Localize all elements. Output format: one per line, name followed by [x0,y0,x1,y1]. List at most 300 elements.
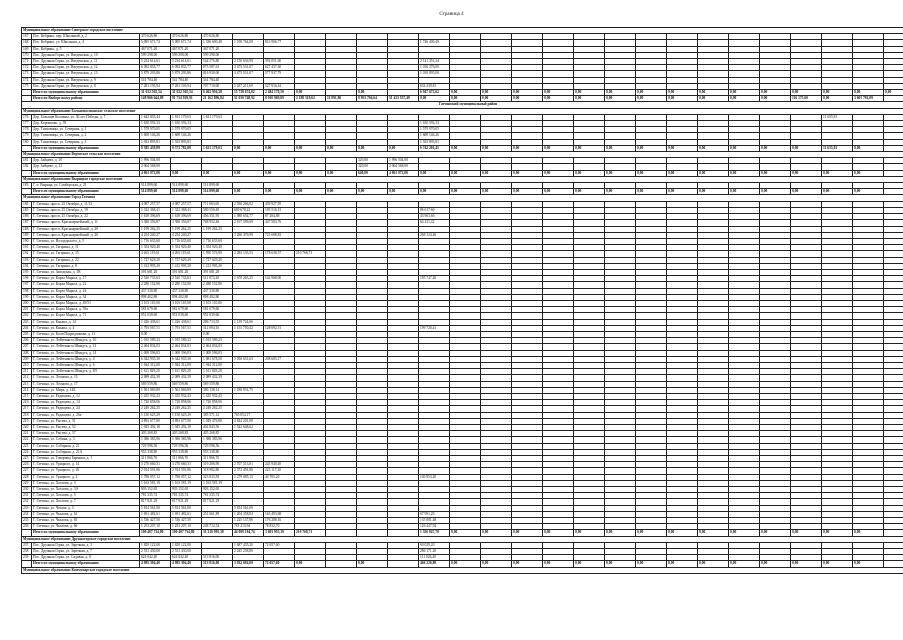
value-cell: 251 661,89 [202,511,233,517]
value-cell: 768 952,46 [202,220,233,226]
value-cell: 4 893 677,80 [171,418,202,424]
value-cell: 4 985 394,40 [171,561,202,567]
row-number: 214 [22,387,32,393]
address-cell: Г. Гатчина, ул. Соборная, д. 21А [32,449,140,455]
address-cell: Пос. Дружная Горка, ул. Введенская, д. 9 [32,77,140,83]
value-cell: 437 330,80 [140,288,171,294]
value-cell: 898 402,80 [171,294,202,300]
value-cell: 0,00 [729,561,760,567]
value-cell: 437 330,80 [202,288,233,294]
value-cell: 0,00 [574,90,605,96]
value-cell: 1 561 069,89 [140,387,171,393]
row-number: 191 [22,245,32,251]
value-cell: 0,00 [667,530,698,536]
value-cell: 3 260 476,99 [233,232,264,238]
value-cell: 0,00 [543,170,574,176]
value-cell: 6 947 672,62 [419,90,450,96]
row-number: 204 [22,325,32,331]
value-cell: 1 793 567,51 [171,325,202,331]
value-cell: 391 681,20 [171,269,202,275]
value-cell: 3 932 694,00 [233,561,264,567]
value-cell: 1 153 750,42 [233,325,264,331]
value-cell: 581 679,60 [140,307,171,313]
value-cell: 0,00 [574,530,605,536]
value-cell: 100 407 734,80 [140,530,171,536]
total-label: Итого по муниципальному образованию [32,189,140,195]
value-cell: 312 094,16 [202,325,233,331]
row-number: 199 [22,294,32,300]
value-cell: 0,00 [822,90,853,96]
value-cell: 1 608 146,26 [171,133,202,139]
value-cell: 0,00 [760,530,791,536]
value-cell: 813 906,77 [264,40,295,46]
value-cell: 0,00 [295,90,326,96]
value-cell: 2 150 636,99 [233,59,264,65]
value-cell: 2 089 432,39 [202,375,233,381]
total-label: Итого по муниципальному образованию [32,145,140,151]
value-cell: 128 092,51 [264,325,295,331]
address-cell: Г. Гатчина, ул. Собина, д. 3 [32,437,140,443]
row-number: 167 [22,34,32,40]
value-cell: 527 816,44 [264,83,295,89]
address-cell: Г. Гатчина, просп. 25 Октября, д. 11/13 [32,201,140,207]
value-cell: 1 163 581,19 [171,480,202,486]
value-cell: 0,00 [481,530,512,536]
value-cell: 0,00 [481,90,512,96]
value-cell: 0,00 [512,145,543,151]
value-cell: 1 829 122,00 [140,542,171,548]
value-cell: 0,00 [605,90,636,96]
value-cell: 1 720 858,06 [140,400,171,406]
value-cell: 466 226,80 [419,561,450,567]
value-cell: 599 298,00 [171,52,202,58]
row-number: 175 [22,83,32,89]
value-cell: 1 579 970,05 [171,127,202,133]
value-cell: 0,00 [233,170,264,176]
value-cell: 513 816,00 [202,555,233,561]
value-cell: 0,00 [543,90,574,96]
value-cell: 1 618 396,69 [171,214,202,220]
value-cell: 1 542 648,62 [233,425,264,431]
value-cell: 6 092 835,77 [171,65,202,71]
row-number: 223 [22,443,32,449]
value-cell: 6 462 956,38 [202,90,233,96]
value-cell: 2 464 834,03 [202,344,233,350]
value-cell: 0,00 [636,145,667,151]
value-cell: 1 561 069,89 [171,387,202,393]
value-cell: 1 435 932,43 [140,393,171,399]
row-number: 186 [22,214,32,220]
value-cell: 6 342 935,30 [140,356,171,362]
value-cell: 199 720,41 [419,325,450,331]
value-cell: 1 788 057,12 [171,474,202,480]
row-number: 235 [22,518,32,524]
value-cell: 1 829 122,00 [171,542,202,548]
value-cell: 86 617,60 [419,207,450,213]
value-cell: 0,00 [698,170,729,176]
value-cell: 711 063,60 [202,201,233,207]
value-cell: 513 816,00 [202,561,233,567]
value-cell: 541 784,40 [171,77,202,83]
value-cell: 2 280 152,80 [202,282,233,288]
value-cell: 729 596,56 [202,443,233,449]
value-cell: 148 966 644,09 [140,96,171,102]
value-cell: 5 437 211,69 [233,83,264,89]
row-number: 238 [22,549,32,555]
value-cell: 1 386 383,96 [171,437,202,443]
value-cell: 0,00 [791,145,822,151]
value-cell: 116 175,60 [791,96,822,102]
value-cell: 456 351,95 [202,214,233,220]
value-cell: 51 030 748,92 [233,96,264,102]
value-cell: 6 742 202,45 [419,145,450,151]
value-cell: 311 866,70 [202,456,233,462]
value-cell: 2 520 733,63 [140,276,171,282]
address-cell: Дер. Тихковицы, ул. Северная, д. 2 [32,133,140,139]
value-cell: 405 268,85 [171,431,202,437]
total-label: Итого по Выборгскому району [32,96,140,102]
value-cell: 569 559,86 [202,381,233,387]
value-cell: 91 734 929,91 [171,96,202,102]
value-cell: 0,00 [450,530,481,536]
address-cell: Г. Гатчина, ул. Рысева, д. 57 [32,431,140,437]
value-cell: 0,00 [698,96,729,102]
value-cell: 0,00 [760,561,791,567]
value-cell: 0,00 [295,189,326,195]
value-cell: 1 536 427,50 [171,518,202,524]
value-cell: 1 611 829,20 [202,369,233,375]
row-number: 198 [22,288,32,294]
value-cell: 0,00 [822,530,853,536]
value-cell: 111 026,40 [419,555,450,561]
value-cell: 1 435 932,43 [202,393,233,399]
value-cell: 210 768,71 [295,530,326,536]
address-cell: Пос. Дружная Горка, ул. Введенская, д. 11 [32,59,140,65]
value-cell: 581 679,60 [202,307,233,313]
value-cell: 6 342 935,30 [171,356,202,362]
row-number: 195 [22,269,32,275]
value-cell: 163 493,68 [264,511,295,517]
value-cell: 1 198 764,00 [233,40,264,46]
value-cell: 1 611 829,20 [171,369,202,375]
value-cell: 0,00 [605,145,636,151]
value-cell: 439 927,95 [264,201,295,207]
value-cell: 311 866,70 [140,456,171,462]
address-cell: Г. Гатчина, ул. Хохлова, д. 3 [32,480,140,486]
value-cell: 0,00 [729,96,760,102]
value-cell: 1 536 427,50 [140,518,171,524]
table-body [22,28,903,574]
row-number: 197 [22,282,32,288]
value-cell: 875 587,61 [202,65,233,71]
value-cell: 1 049 476,80 [202,418,233,424]
value-cell: 1 996 504,00 [388,158,419,164]
address-cell: Г. Гатчина, ул. Мира, д. 14Б [32,387,140,393]
value-cell: 72 657,60 [264,561,295,567]
value-cell: 2 064 568,00 [140,164,171,170]
address-cell: Г. Гатчина, ул. Лейтенанта Шмидта, д. 12 [32,344,140,350]
value-cell: 1 944 312,00 [140,362,171,368]
address-cell: Г. Гатчина, просп. 25 Октября, д. 19 [32,207,140,213]
value-cell: 0,00 [636,170,667,176]
value-cell: 72 657,60 [264,542,295,548]
value-cell: 1 139 724,06 [233,319,264,325]
value-cell: 640,00 [357,170,388,176]
address-cell: Г. Гатчина, ул. Лейтенанта Шмидта, д. 4 [32,356,140,362]
address-cell: Дер. Корпиково, д. 39 [32,121,140,127]
row-number: 192 [22,251,32,257]
value-cell: 1 008 596,83 [171,350,202,356]
value-cell: 0,00 [512,96,543,102]
value-cell: 898 402,80 [140,294,171,300]
value-cell: 1 354 920,40 [171,245,202,251]
section-title: Муниципальное образование Коммунарское городское поселение [22,567,903,573]
row-number: 184 [22,201,32,207]
row-number: 237 [22,542,32,548]
value-cell: 0,00 [667,145,698,151]
section-title: Муниципальное образование Вырицкое городское поселение [22,176,903,182]
value-cell: 0,00 [450,145,481,151]
value-cell: 0,00 [419,189,450,195]
value-cell: 1 923 895,81 [140,139,171,145]
value-cell: 2 245 258,80 [233,549,264,555]
value-cell: 5 050 651,63 [233,356,264,362]
value-cell: 2 280 152,80 [140,282,171,288]
value-cell: 1 579 970,05 [140,127,171,133]
address-cell: Пос. Дружная Горка, ул. Садовая, д. 8 [32,555,140,561]
value-cell: 0,00 [791,561,822,567]
row-number: 172 [22,65,32,71]
row-number: 217 [22,406,32,412]
value-cell: 1 412 995,20 [202,263,233,269]
value-cell: 8 010 969,89 [264,96,295,102]
value-cell: 1 386 383,96 [202,437,233,443]
value-cell: 0,00 [667,189,698,195]
value-cell: 3 270 660,31 [171,462,202,468]
value-cell: 0,00 [295,170,326,176]
value-cell: 0,00 [853,189,884,195]
value-cell: 0,00 [202,170,233,176]
value-cell: 286 713,55 [202,319,233,325]
row-number: 183 [22,183,32,189]
address-cell: Г. Гатчина, просп. Красноармейский, д. 20 [32,226,140,232]
row-number: 196 [22,276,32,282]
value-cell: 0,00 [543,530,574,536]
value-cell: 0,00 [512,561,543,567]
address-cell: Г. п. Вырица, ул. Сомборская, д. 21 [32,183,140,189]
value-cell: 0,00 [171,170,202,176]
value-cell: 11 655,81 [822,114,853,120]
value-cell: 541 784,40 [140,77,171,83]
row-number: 187 [22,220,32,226]
value-cell: 195 747,20 [419,276,450,282]
value-cell: 1 354 920,40 [202,245,233,251]
value-cell: 31 632 565,54 [140,90,171,96]
value-cell: 0,00 [605,561,636,567]
row-number: 180 [22,139,32,145]
value-cell: 2 141 351,24 [419,59,450,65]
value-cell: 0,00 [357,189,388,195]
value-cell: 1 322 368,41 [171,207,202,213]
value-cell: 1 016 376,00 [419,65,450,71]
value-cell: 4 893 677,80 [140,418,171,424]
value-cell: 320,00 [357,164,388,170]
address-cell: Г. Гатчина, ул. Радищева, д. 12 [32,393,140,399]
value-cell: 1 720 858,06 [171,400,202,406]
row-number: 207 [22,344,32,350]
address-cell: Г. Гатчина, ул. Леонова, д. 17 [32,381,140,387]
value-cell: 1 630 592,33 [140,121,171,127]
value-cell: 6 092 835,77 [140,65,171,71]
value-cell: 0,00 [233,189,264,195]
value-cell: 951 039,60 [202,313,233,319]
value-cell: 135 081,48 [419,518,450,524]
value-cell: 0,00 [264,145,295,151]
value-cell: 581 679,60 [171,307,202,313]
value-cell: 3 475 531,07 [233,71,264,77]
value-cell: 176 208,16 [264,518,295,524]
address-cell: Г. Гатчина, ул. Радищева, д. 24 [32,406,140,412]
value-cell: 51 433 557,49 [388,96,419,102]
value-cell: 2 531 430,00 [171,549,202,555]
value-cell: 9 953 794,64 [357,96,388,102]
value-cell: 1 435 932,43 [171,393,202,399]
value-cell: 816 930,00 [202,71,233,77]
value-cell: 385 571,12 [202,412,233,418]
address-cell: Г. Гатчина, ул. Соборная, д. 21 [32,443,140,449]
value-cell: 100 407 734,80 [171,530,202,536]
value-cell: 0,00 [605,96,636,102]
value-cell: 11 655,81 [822,145,853,151]
address-cell: Г. Гатчина, ул. Карла Маркса, д. 34 [32,294,140,300]
value-cell: 0,00 [419,96,450,102]
value-cell: 243 940,40 [264,462,295,468]
address-cell: Г. Гатчина, ул. Заводская, д. 1В [32,269,140,275]
address-cell: Г. Гатчина, ул. Кныша, д. 4 [32,325,140,331]
value-cell: 2 089 432,39 [140,375,171,381]
value-cell: 1 253 207,10 [140,524,171,530]
address-cell: Пос. Кобрино, д. 5 [32,46,140,52]
row-number: 229 [22,480,32,486]
value-cell: 0,00 [760,145,791,151]
address-cell: Г. Гатчина, ул. Кныша, д. 14 [32,319,140,325]
address-cell: Г. Гатчина, ул. Карла Маркса, д. 49/51 [32,300,140,306]
value-cell: 0,00 [698,561,729,567]
address-cell: Г. Гатчина, ул. Рысева, д. 52 [32,425,140,431]
value-cell: 0,00 [853,561,884,567]
address-cell: Г. Гатчина, ул. Чкалова, д. 65 [32,518,140,524]
value-cell: 514 899,60 [171,183,202,189]
section-title: Муниципальное образование Дружногорское городское поселение [22,536,903,542]
address-cell: Г. Гатчина, ул. Чкалова, д. 61 [32,511,140,517]
value-cell: 1 670 263,25 [233,276,264,282]
value-cell: 0,00 [698,530,729,536]
value-cell: 1 015 589,23 [171,338,202,344]
value-cell: 1 788 057,12 [140,474,171,480]
value-cell: 898 402,80 [202,294,233,300]
value-cell: 1 611 829,20 [140,369,171,375]
row-number: 193 [22,257,32,263]
value-cell: 1 225 137,86 [233,518,264,524]
value-cell: 43 963,66 [419,214,450,220]
value-cell: 1 080 654,77 [233,214,264,220]
row-number: 224 [22,449,32,455]
row-number: 206 [22,338,32,344]
value-cell: 669 678,22 [233,207,264,213]
value-cell: 1 008 596,83 [202,350,233,356]
value-cell: 5 879 293,86 [140,71,171,77]
value-cell: 1 631 179,63 [202,145,233,151]
value-cell: 126 447,94 [419,524,450,530]
address-cell: Г. Гатчина, просп. 25 Октября, д. 22 [32,214,140,220]
value-cell: 1 279 085,13 [233,474,264,480]
value-cell: 1 010 895,00 [419,71,450,77]
row-number: 218 [22,412,32,418]
value-cell: 0,00 [605,170,636,176]
address-cell: Г. Гатчина, ул. Хохлова, д. 3А [32,487,140,493]
value-cell: 781 335,74 [171,493,202,499]
value-cell: 2 464 834,03 [140,344,171,350]
address-cell: Пос. Кобрино, ул. Школьная, д. 4 [32,40,140,46]
value-cell: 0,00 [791,530,822,536]
value-cell: 627 437,30 [264,65,295,71]
value-cell: 0,00 [388,145,419,151]
value-cell: 0,00 [729,530,760,536]
value-cell: 4 985 394,40 [140,561,171,567]
value-cell: 0,00 [326,189,357,195]
row-number: 182 [22,164,32,170]
value-cell: 64 231,42 [419,220,450,226]
value-cell: 1 199 262,25 [171,226,202,232]
value-cell: 0,00 [791,170,822,176]
row-number: 230 [22,487,32,493]
value-cell: 0,00 [295,145,326,151]
value-cell: 1 691 482,61 [140,511,171,517]
value-cell: 8 373 782,08 [171,145,202,151]
row-number: 212 [22,375,32,381]
value-cell: 8 385 439,89 [140,145,171,151]
value-cell: 0,00 [760,96,791,102]
row-number: 228 [22,474,32,480]
value-cell: 268 124,46 [419,232,450,238]
value-cell: 1 720 858,06 [202,400,233,406]
address-cell: Пос. Дружная Горка, ул. Введенская, д. 8 [32,83,140,89]
value-cell: 11 891,86 [326,96,357,102]
value-cell: 1 945 492,18 [140,425,171,431]
row-number: 205 [22,331,32,337]
value-cell: 1 944 312,00 [202,362,233,368]
value-cell: 44 099 184,74 [233,530,264,536]
value-cell: 903 152,65 [171,487,202,493]
value-cell: 0,00 [729,170,760,176]
value-cell: 1 579 970,05 [419,127,450,133]
value-cell: 0,00 [450,561,481,567]
value-cell: 447 583,76 [264,220,295,226]
value-cell: 514 899,60 [171,189,202,195]
value-cell: 0,00 [791,189,822,195]
value-cell: 1 727 629,20 [171,257,202,263]
value-cell: 5 814 561,00 [140,505,171,511]
value-cell: 0,00 [450,90,481,96]
value-cell: 0,00 [574,561,605,567]
section-header-row [22,567,903,573]
value-cell: 544 576,80 [202,59,233,65]
value-cell: 1 631 179,63 [171,114,202,120]
row-number: 209 [22,356,32,362]
value-cell: 3 603 955,19 [264,530,295,536]
value-cell: 2 249 262,25 [171,406,202,412]
total-label: Итого по муниципальному образованию [32,530,140,536]
